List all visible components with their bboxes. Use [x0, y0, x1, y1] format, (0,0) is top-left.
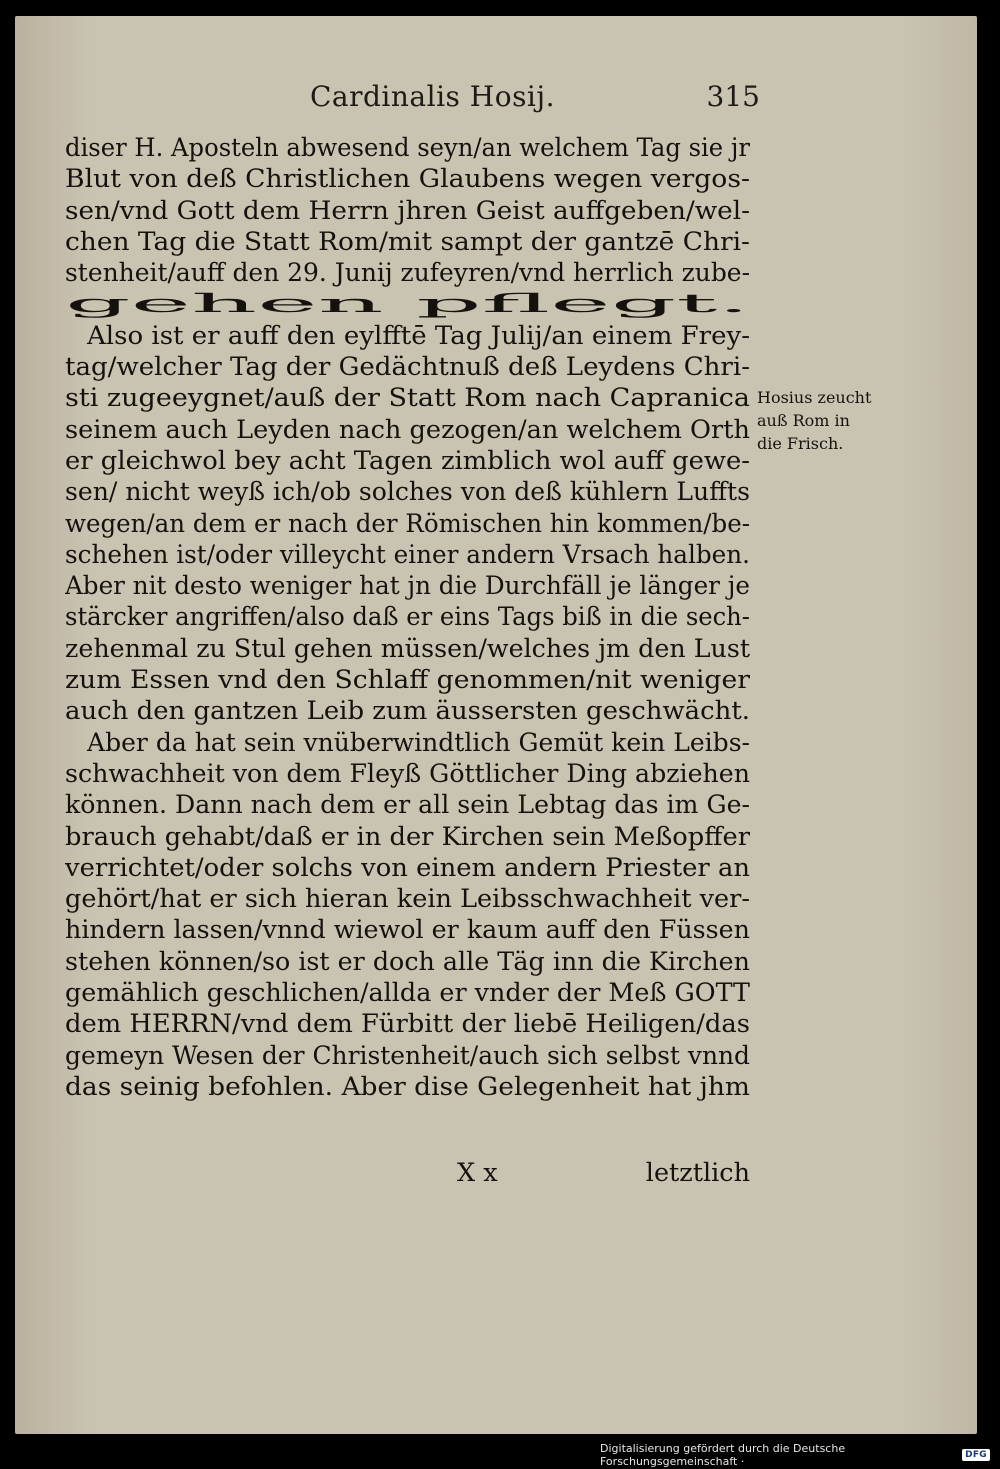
- text-line: zehenmal zu Stul gehen müssen/welches jm den Lust: [65, 633, 750, 664]
- running-header: [300, 80, 760, 120]
- text-line: hindern lassen/vnnd wiewol er kaum auff den Füssen: [65, 915, 750, 946]
- running-title: Cardinalis Hosij.: [310, 80, 555, 113]
- marginal-note: [757, 386, 887, 455]
- text-line: auch den gantzen Leib zum äussersten geschwächt.: [65, 696, 750, 727]
- text-line: gehen pflegt.: [65, 289, 750, 320]
- text-line: zum Essen vnd den Schlaff genommen/nit weniger: [65, 665, 750, 696]
- text-line: seinem auch Leyden nach gezogen/an welchem Orth: [65, 414, 750, 445]
- text-line: sti zugeeygnet/auß der Statt Rom nach Capranica: [65, 383, 750, 414]
- text-line: Aber da hat sein vnüberwindtlich Gemüt kein Leibs-: [87, 727, 750, 758]
- text-line: schehen ist/oder villeycht einer andern Vrsach halben.: [65, 539, 750, 570]
- marginal-note-line: die Frisch.: [757, 434, 844, 453]
- text-line: gemählich geschlichen/allda er vnder der Meß GOTT: [65, 978, 750, 1009]
- text-line: gehört/hat er sich hieran kein Leibsschwachheit ver-: [65, 884, 750, 915]
- text-line: gemeyn Wesen der Christenheit/auch sich selbst vnnd: [65, 1040, 750, 1071]
- marginal-note-line: auß Rom in: [757, 411, 850, 430]
- body-text: [65, 133, 750, 1103]
- text-line: Also ist er auff den eylfftē Tag Julij/an einem Frey-: [87, 320, 750, 351]
- catchword: letztlich: [645, 1158, 750, 1188]
- text-line: schwachheit von dem Fleyß Göttlicher Ding abziehen: [65, 758, 750, 789]
- text-line: stenheit/auff den 29. Junij zufeyren/vnd herrlich zube-: [65, 258, 750, 289]
- text-line: sen/ nicht weyß ich/ob solches von deß kühlern Luffts: [65, 477, 750, 508]
- text-line: können. Dann nach dem er all sein Lebtag das im Ge-: [65, 790, 750, 821]
- dfg-logo-icon: DFG: [962, 1449, 990, 1461]
- text-line: das seinig befohlen. Aber dise Gelegenheit hat jhm: [65, 1071, 750, 1102]
- text-line: stärcker angriffen/also daß er eins Tags biß in die sech-: [65, 602, 750, 633]
- text-line: brauch gehabt/daß er in der Kirchen sein Meßopffer: [65, 821, 750, 852]
- text-line: Aber nit desto weniger hat jn die Durchfäll je länger je: [65, 571, 750, 602]
- footer-credit-bar: [600, 1442, 990, 1468]
- text-line: sen/vnd Gott dem Herrn jhren Geist auffgeben/wel-: [65, 195, 750, 226]
- marginal-note-line: Hosius zeucht: [757, 388, 872, 407]
- signature-mark: X x: [457, 1158, 498, 1188]
- text-line: er gleichwol bey acht Tagen zimblich wol auff gewe-: [65, 445, 750, 476]
- text-line: verrichtet/oder solchs von einem andern Priester an: [65, 852, 750, 883]
- footer-credit-text: Digitalisierung gefördert durch die Deutsche Forschungsgemeinschaft ·: [600, 1442, 846, 1468]
- text-line: dem HERRN/vnd dem Fürbitt der liebē Heiligen/das: [65, 1009, 750, 1040]
- text-line: diser H. Aposteln abwesend seyn/an welchem Tag sie jr: [65, 133, 750, 163]
- catchline: [65, 1158, 750, 1190]
- text-line: Blut von deß Christlichen Glaubens wegen vergos-: [65, 164, 750, 195]
- text-line: chen Tag die Statt Rom/mit sampt der gantzē Chri-: [65, 226, 750, 257]
- page-number: 315: [706, 80, 760, 113]
- text-line: tag/welcher Tag der Gedächtnuß deß Leydens Chri-: [65, 352, 750, 383]
- text-line: stehen können/so ist er doch alle Täg inn die Kirchen: [65, 946, 750, 977]
- text-line: wegen/an dem er nach der Römischen hin kommen/be-: [65, 508, 750, 539]
